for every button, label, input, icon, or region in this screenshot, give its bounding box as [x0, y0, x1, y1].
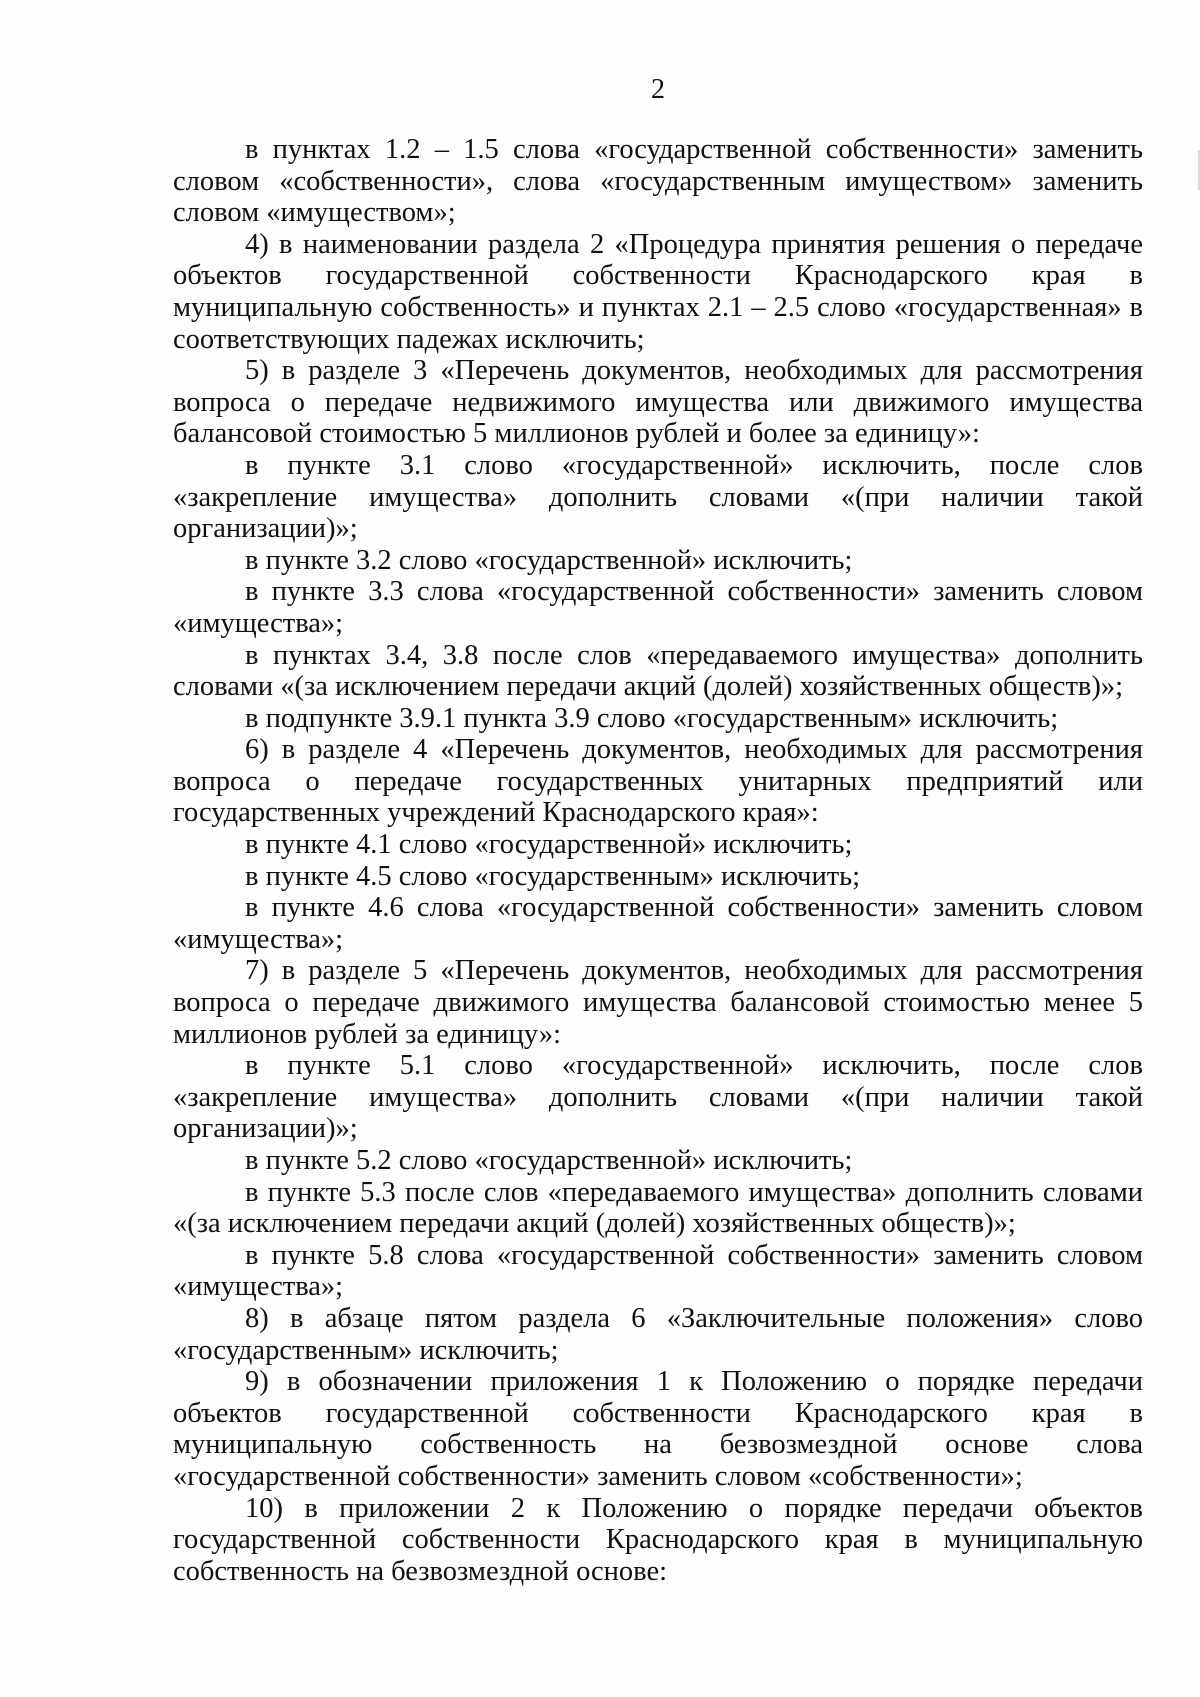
paragraph: в пункте 3.2 слово «государственной» исключить;: [245, 544, 853, 576]
paragraph: в пункте 5.1 слово «государственной» исключить, после слов «закрепление имущества» дополнить словами «(при наличии такой организации)»;: [173, 1050, 1143, 1145]
paragraph: в пункте 5.2 слово «государственной» исключить;: [245, 1145, 853, 1176]
paragraph: в пункте 3.1 слово «государственной» исключить, после слов «закрепление имущества» дополнить словами «(при наличии такой организации)»;: [173, 449, 1143, 545]
paragraph: 9) в обозначении приложения 1 к Положению о порядке передачи объектов государственной собственности Краснодарского края в муниципальную собственность на безвозмездной основе слова «государственной собственности» заменить словом «собственности»;: [173, 1366, 1143, 1492]
paragraph: в пунктах 3.4, 3.8 после слов «передаваемого имущества» дополнить словами «(за исключением передачи акций (долей) хозяйственных обществ)»;: [173, 639, 1143, 703]
paragraph: 8) в абзаце пятом раздела 6 «Заключительные положения» слово «государственным» исключить;: [173, 1302, 1143, 1366]
paragraph: 5) в разделе 3 «Перечень документов, необходимых для рассмотрения вопроса о передаче недвижимого имущества или движимого имущества балансовой стоимостью 5 миллионов рублей и более за единицу»:: [173, 355, 1143, 450]
paragraph: 10) в приложении 2 к Положению о порядке передачи объектов государственной собственности Краснодарского края в муниципальную собственность на безвозмездной основе:: [173, 1492, 1143, 1587]
paragraph: в пункте 4.5 слово «государственным» исключить;: [245, 860, 861, 892]
page-number: 2: [651, 74, 665, 105]
paragraph: в пункте 3.3 слова «государственной собственности» заменить словом «имущества»;: [173, 576, 1143, 639]
paragraph: 6) в разделе 4 «Перечень документов, необходимых для рассмотрения вопроса о передаче государственных унитарных предприятий или государственных учреждений Краснодарского края»:: [173, 734, 1143, 829]
paragraph: в пункте 4.1 слово «государственной» исключить;: [245, 829, 853, 861]
paragraph: в пункте 5.8 слова «государственной собственности» заменить словом «имущества»;: [173, 1239, 1143, 1303]
paragraph: 7) в разделе 5 «Перечень документов, необходимых для рассмотрения вопроса о передаче движимого имущества балансовой стоимостью менее 5 миллионов рублей за единицу»:: [173, 955, 1143, 1050]
document-body: [173, 134, 1143, 1587]
paragraph: в пункте 4.6 слова «государственной собственности» заменить словом «имущества»;: [173, 892, 1143, 955]
paragraph: 4) в наименовании раздела 2 «Процедура принятия решения о передаче объектов государственной собственности Краснодарского края в муниципальную собственность» и пунктах 2.1 – 2.5 слово «государственная» в соответствующих падежах исключить;: [173, 228, 1143, 355]
paragraph: в пункте 5.3 после слов «передаваемого имущества» дополнить словами «(за исключением передачи акций (долей) хозяйственных обществ)»;: [173, 1176, 1143, 1240]
paragraph: в пунктах 1.2 – 1.5 слова «государственной собственности» заменить словом «собственности», слова «государственным имуществом» заменить словом «имуществом»;: [173, 134, 1143, 229]
paragraph: в подпункте 3.9.1 пункта 3.9 слово «государственным» исключить;: [245, 702, 1059, 734]
